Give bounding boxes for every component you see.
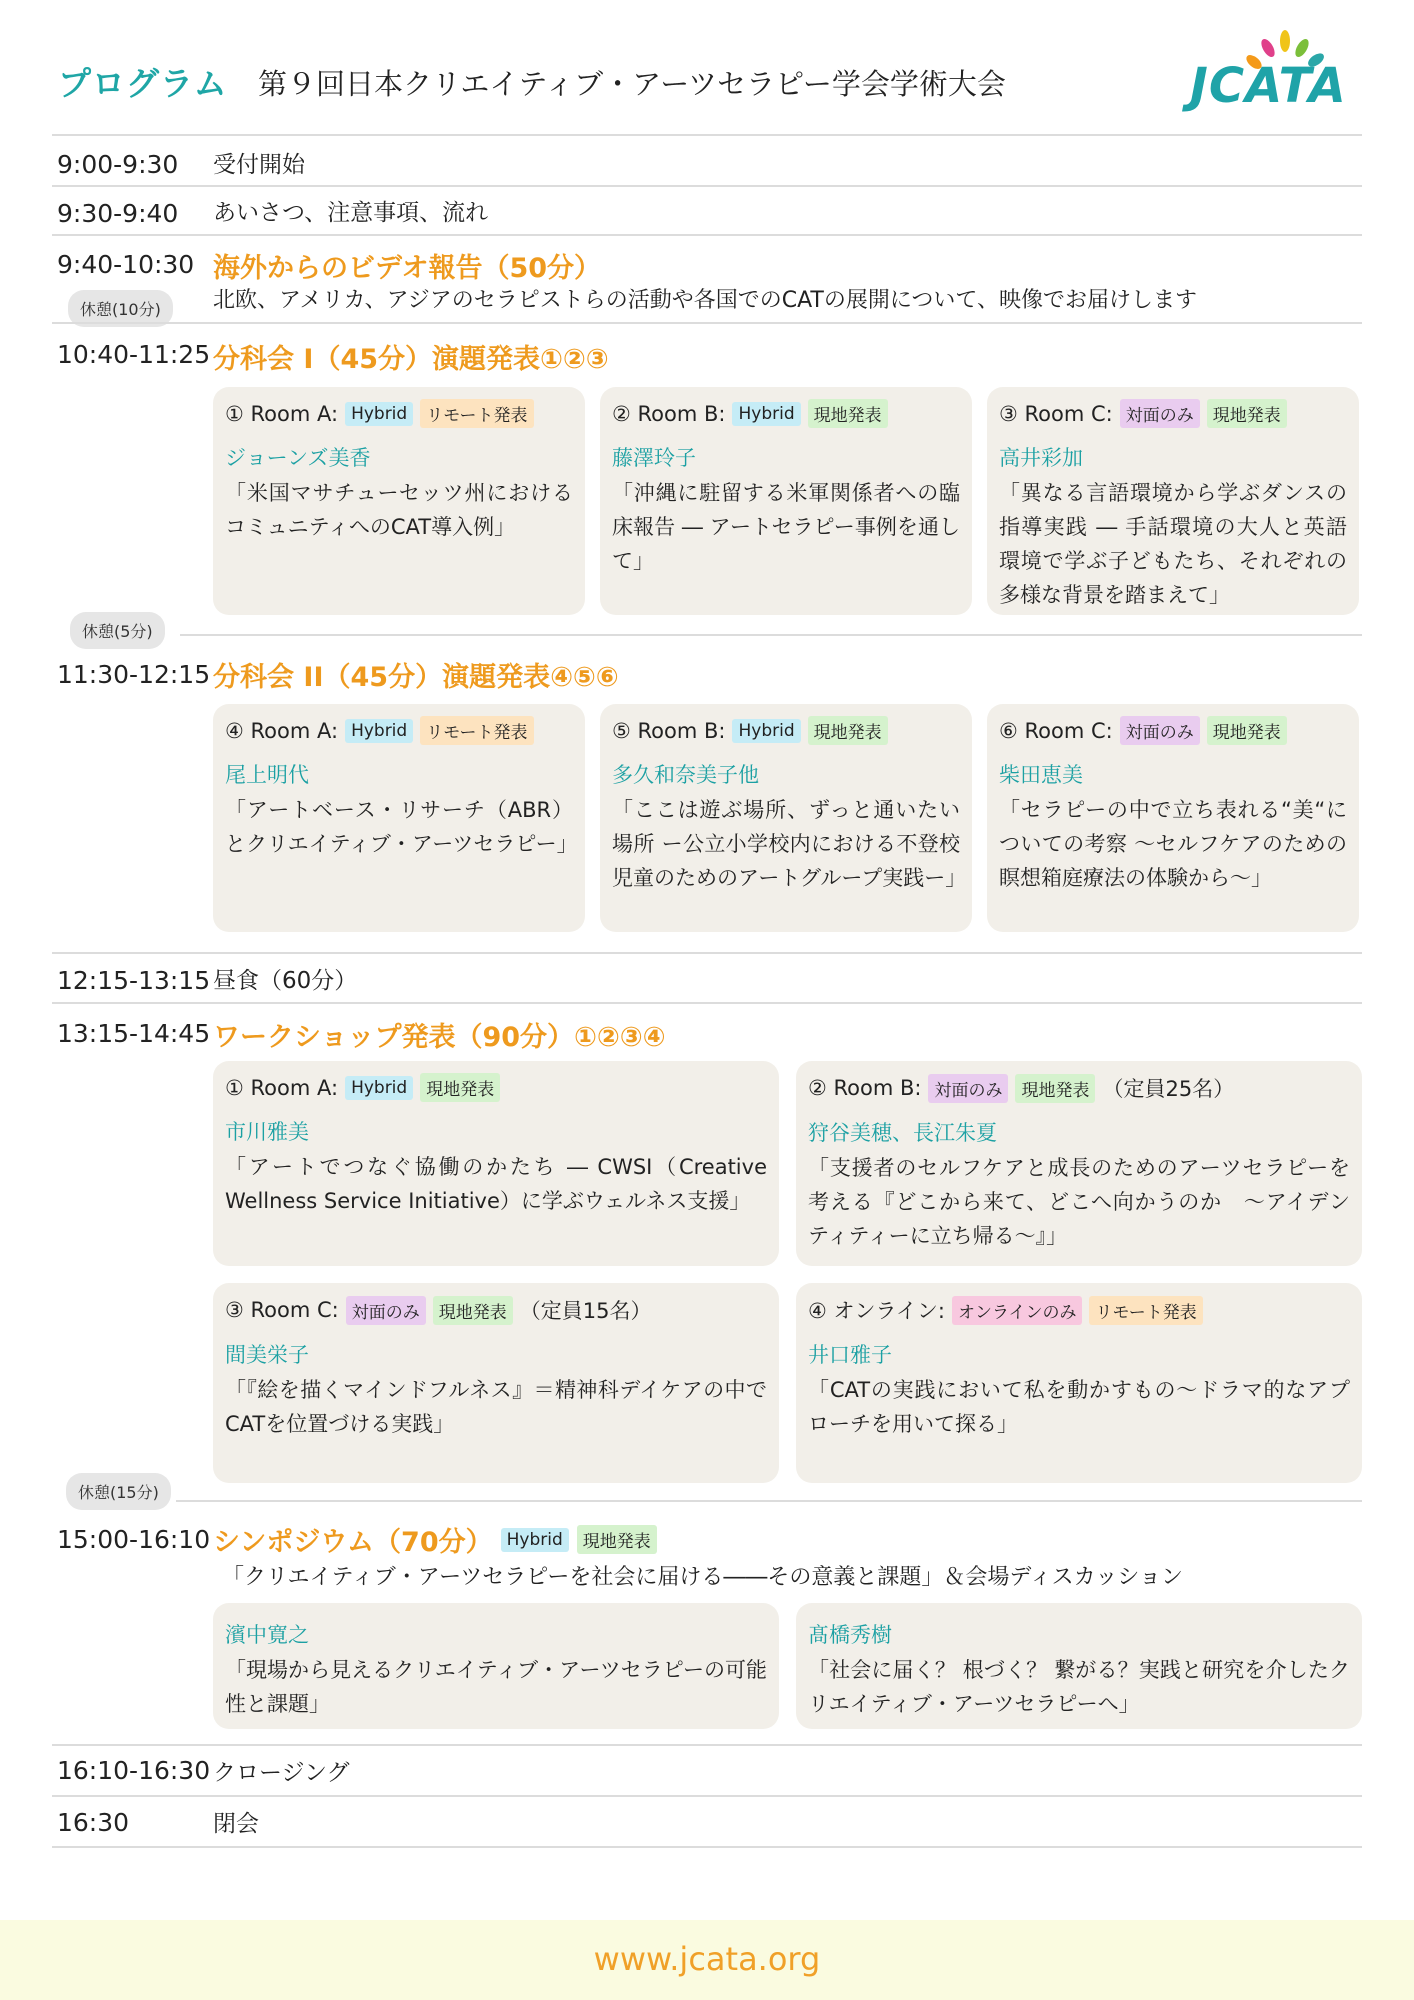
symposium-card bbox=[796, 1603, 1362, 1729]
event-title: 第９回日本クリエイティブ・アーツセラピー学会学術大会 bbox=[258, 67, 1006, 101]
presentation-title: 「アートでつなぐ協働のかたち ― CWSI（Creative Wellness Service Initiative）に学ぶウェルネス支援」 bbox=[225, 1155, 767, 1213]
break-badge: 休憩(10分) bbox=[68, 290, 173, 327]
presenter-name: 柴田恵美 bbox=[999, 763, 1083, 787]
room-label: ② Room B: bbox=[612, 401, 726, 426]
presentation-title: 「アートベース・リサーチ（ABR）とクリエイティブ・アーツセラピー」 bbox=[225, 798, 578, 856]
room-line bbox=[225, 716, 573, 745]
session-card bbox=[213, 704, 585, 932]
presenter-name: 多久和奈美子他 bbox=[612, 763, 759, 787]
program-heading: プログラム bbox=[58, 64, 228, 103]
local-tag: 現地発表 bbox=[1207, 399, 1287, 428]
presenter-name: 髙橋秀樹 bbox=[808, 1623, 892, 1647]
remote-tag: リモート発表 bbox=[420, 399, 533, 428]
presentation-title: 「現場から見えるクリエイティブ・アーツセラピーの可能性と課題」 bbox=[225, 1658, 767, 1716]
section-description: 「クリエイティブ・アーツセラピーを社会に届ける――その意義と課題」＆会場ディスカッション bbox=[222, 1565, 1183, 1590]
room-label: ⑥ Room C: bbox=[999, 718, 1113, 743]
divider bbox=[52, 1795, 1362, 1797]
section-title: 分科会 I（45分）演題発表①②③ bbox=[213, 344, 609, 375]
time-slot: 9:00-9:30 bbox=[57, 150, 179, 179]
local-tag: 現地発表 bbox=[433, 1296, 513, 1325]
session-card bbox=[213, 387, 585, 615]
presenter-name: 間美栄子 bbox=[225, 1343, 309, 1367]
time-slot: 15:00-16:10 bbox=[57, 1525, 211, 1554]
break-badge: 休憩(5分) bbox=[70, 612, 165, 649]
room-label: ④ Room A: bbox=[225, 718, 339, 743]
presentation-title: 「沖縄に駐留する米軍関係者への臨床報告 ― アートセラピー事例を通して」 bbox=[612, 481, 960, 573]
session-card bbox=[987, 387, 1359, 615]
time-slot: 16:10-16:30 bbox=[57, 1756, 211, 1785]
session-card bbox=[600, 387, 972, 615]
agenda-label: 閉会 bbox=[213, 1811, 259, 1837]
website-link[interactable]: www.jcata.org bbox=[593, 1940, 821, 1978]
presenter-name: 尾上明代 bbox=[225, 763, 309, 787]
room-line bbox=[225, 1295, 767, 1325]
presenter-name: 濱中寛之 bbox=[225, 1623, 309, 1647]
time-slot: 10:40-11:25 bbox=[57, 340, 211, 369]
symposium-header bbox=[213, 1520, 657, 1559]
room-label: ① Room A: bbox=[225, 1075, 339, 1100]
presenter-name: 藤澤玲子 bbox=[612, 446, 696, 470]
presentation-title: 「支援者のセルフケアと成長のためのアーツセラピーを考える『どこから来て、どこへ向かうのか ～アイデンティティーに立ち帰る～』」 bbox=[808, 1156, 1350, 1248]
capacity-note: （定員15名） bbox=[519, 1299, 652, 1323]
room-line bbox=[225, 1073, 767, 1102]
room-line bbox=[225, 399, 573, 428]
workshop-card bbox=[796, 1283, 1362, 1483]
room-label: ⑤ Room B: bbox=[612, 718, 726, 743]
time-slot: 13:15-14:45 bbox=[57, 1019, 211, 1048]
divider bbox=[52, 1002, 1362, 1004]
break-badge: 休憩(15分) bbox=[66, 1473, 171, 1510]
local-tag: 現地発表 bbox=[1015, 1074, 1095, 1103]
room-label: ③ Room C: bbox=[225, 1298, 339, 1322]
session-card bbox=[987, 704, 1359, 932]
time-slot: 9:30-9:40 bbox=[57, 199, 179, 228]
agenda-label: あいさつ、注意事項、流れ bbox=[213, 200, 489, 226]
local-tag: 現地発表 bbox=[1207, 716, 1287, 745]
room-line bbox=[612, 716, 960, 745]
presentation-title: 「米国マサチューセッツ州におけるコミュニティへのCAT導入例」 bbox=[225, 481, 573, 539]
room-label: ③ Room C: bbox=[999, 401, 1113, 426]
time-slot: 16:30 bbox=[57, 1808, 130, 1837]
divider bbox=[52, 1846, 1362, 1848]
presentation-title: 「社会に届く？ 根づく？ 繋がる？実践と研究を介したクリエイティブ・アーツセラピーへ」 bbox=[808, 1658, 1350, 1716]
local-tag: 現地発表 bbox=[577, 1525, 657, 1554]
section-title: 海外からのビデオ報告（50分） bbox=[213, 253, 602, 284]
divider bbox=[52, 952, 1362, 954]
presentation-title: 「CATの実践において私を動かすもの〜ドラマ的なアプローチを用いて探る」 bbox=[808, 1378, 1350, 1436]
symposium-card bbox=[213, 1603, 779, 1729]
time-slot: 12:15-13:15 bbox=[57, 966, 211, 995]
presentation-title: 「セラピーの中で立ち表れる“美“についての考察 ～セルフケアのための瞑想箱庭療法の体験から～」 bbox=[999, 798, 1347, 890]
room-line bbox=[999, 399, 1347, 428]
divider bbox=[180, 634, 1362, 636]
presenter-name: 高井彩加 bbox=[999, 446, 1083, 470]
presentation-title: 「異なる言語環境から学ぶダンスの指導実践 ― 手話環境の大人と英語環境で学ぶ子どもたち、それぞれの多様な背景を踏まえて」 bbox=[999, 481, 1347, 607]
local-tag: 現地発表 bbox=[808, 399, 888, 428]
hybrid-tag: Hybrid bbox=[732, 402, 800, 426]
divider bbox=[52, 185, 1362, 187]
workshop-card bbox=[213, 1061, 779, 1266]
room-line bbox=[612, 399, 960, 428]
time-slot: 11:30-12:15 bbox=[57, 660, 211, 689]
divider bbox=[52, 134, 1362, 136]
time-slot: 9:40-10:30 bbox=[57, 250, 195, 279]
hybrid-tag: Hybrid bbox=[345, 1076, 413, 1100]
face-only-tag: 対面のみ bbox=[1120, 399, 1200, 428]
hybrid-tag: Hybrid bbox=[345, 402, 413, 426]
hybrid-tag: Hybrid bbox=[732, 719, 800, 743]
workshop-card bbox=[213, 1283, 779, 1483]
presenter-name: 市川雅美 bbox=[225, 1120, 309, 1144]
face-only-tag: 対面のみ bbox=[1120, 716, 1200, 745]
room-line bbox=[808, 1073, 1350, 1103]
capacity-note: （定員25名） bbox=[1102, 1077, 1235, 1101]
section-title: シンポジウム（70分） bbox=[213, 1527, 493, 1558]
divider bbox=[52, 1744, 1362, 1746]
presenter-name: 狩谷美穂、長江朱夏 bbox=[808, 1121, 997, 1145]
agenda-label: 昼食（60分） bbox=[213, 968, 358, 994]
agenda-label: 受付開始 bbox=[213, 152, 305, 178]
room-line bbox=[808, 1295, 1350, 1325]
divider bbox=[52, 234, 1362, 236]
divider bbox=[176, 1500, 1362, 1502]
face-only-tag: 対面のみ bbox=[928, 1074, 1008, 1103]
logo-text: JCATA bbox=[1190, 58, 1347, 114]
section-description: 北欧、アメリカ、アジアのセラピストらの活動や各国でのCATの展開について、映像でお届けします bbox=[213, 288, 1197, 313]
divider bbox=[52, 322, 1362, 324]
face-only-tag: 対面のみ bbox=[346, 1296, 426, 1325]
local-tag: 現地発表 bbox=[808, 716, 888, 745]
presentation-title: 「『絵を描くマインドフルネス』＝精神科デイケアの中でCATを位置づける実践」 bbox=[225, 1378, 767, 1436]
presenter-name: ジョーンズ美香 bbox=[225, 446, 371, 470]
room-line bbox=[999, 716, 1347, 745]
session-card bbox=[600, 704, 972, 932]
presenter-name: 井口雅子 bbox=[808, 1343, 892, 1367]
agenda-label: クロージング bbox=[213, 1760, 350, 1786]
remote-tag: リモート発表 bbox=[420, 716, 533, 745]
local-tag: 現地発表 bbox=[420, 1073, 500, 1102]
online-only-tag: オンラインのみ bbox=[952, 1296, 1083, 1325]
remote-tag: リモート発表 bbox=[1089, 1296, 1202, 1325]
room-label: ② Room B: bbox=[808, 1076, 922, 1100]
room-label: ④ オンライン: bbox=[808, 1299, 945, 1323]
section-title: 分科会 II（45分）演題発表④⑤⑥ bbox=[213, 662, 619, 693]
section-title: ワークショップ発表（90分）①②③④ bbox=[213, 1022, 666, 1053]
room-label: ① Room A: bbox=[225, 401, 339, 426]
presentation-title: 「ここは遊ぶ場所、ずっと通いたい場所 ー公立小学校内における不登校児童のためのアートグループ実践ー」 bbox=[612, 798, 967, 890]
workshop-card bbox=[796, 1061, 1362, 1266]
hybrid-tag: Hybrid bbox=[501, 1528, 569, 1552]
hybrid-tag: Hybrid bbox=[345, 719, 413, 743]
